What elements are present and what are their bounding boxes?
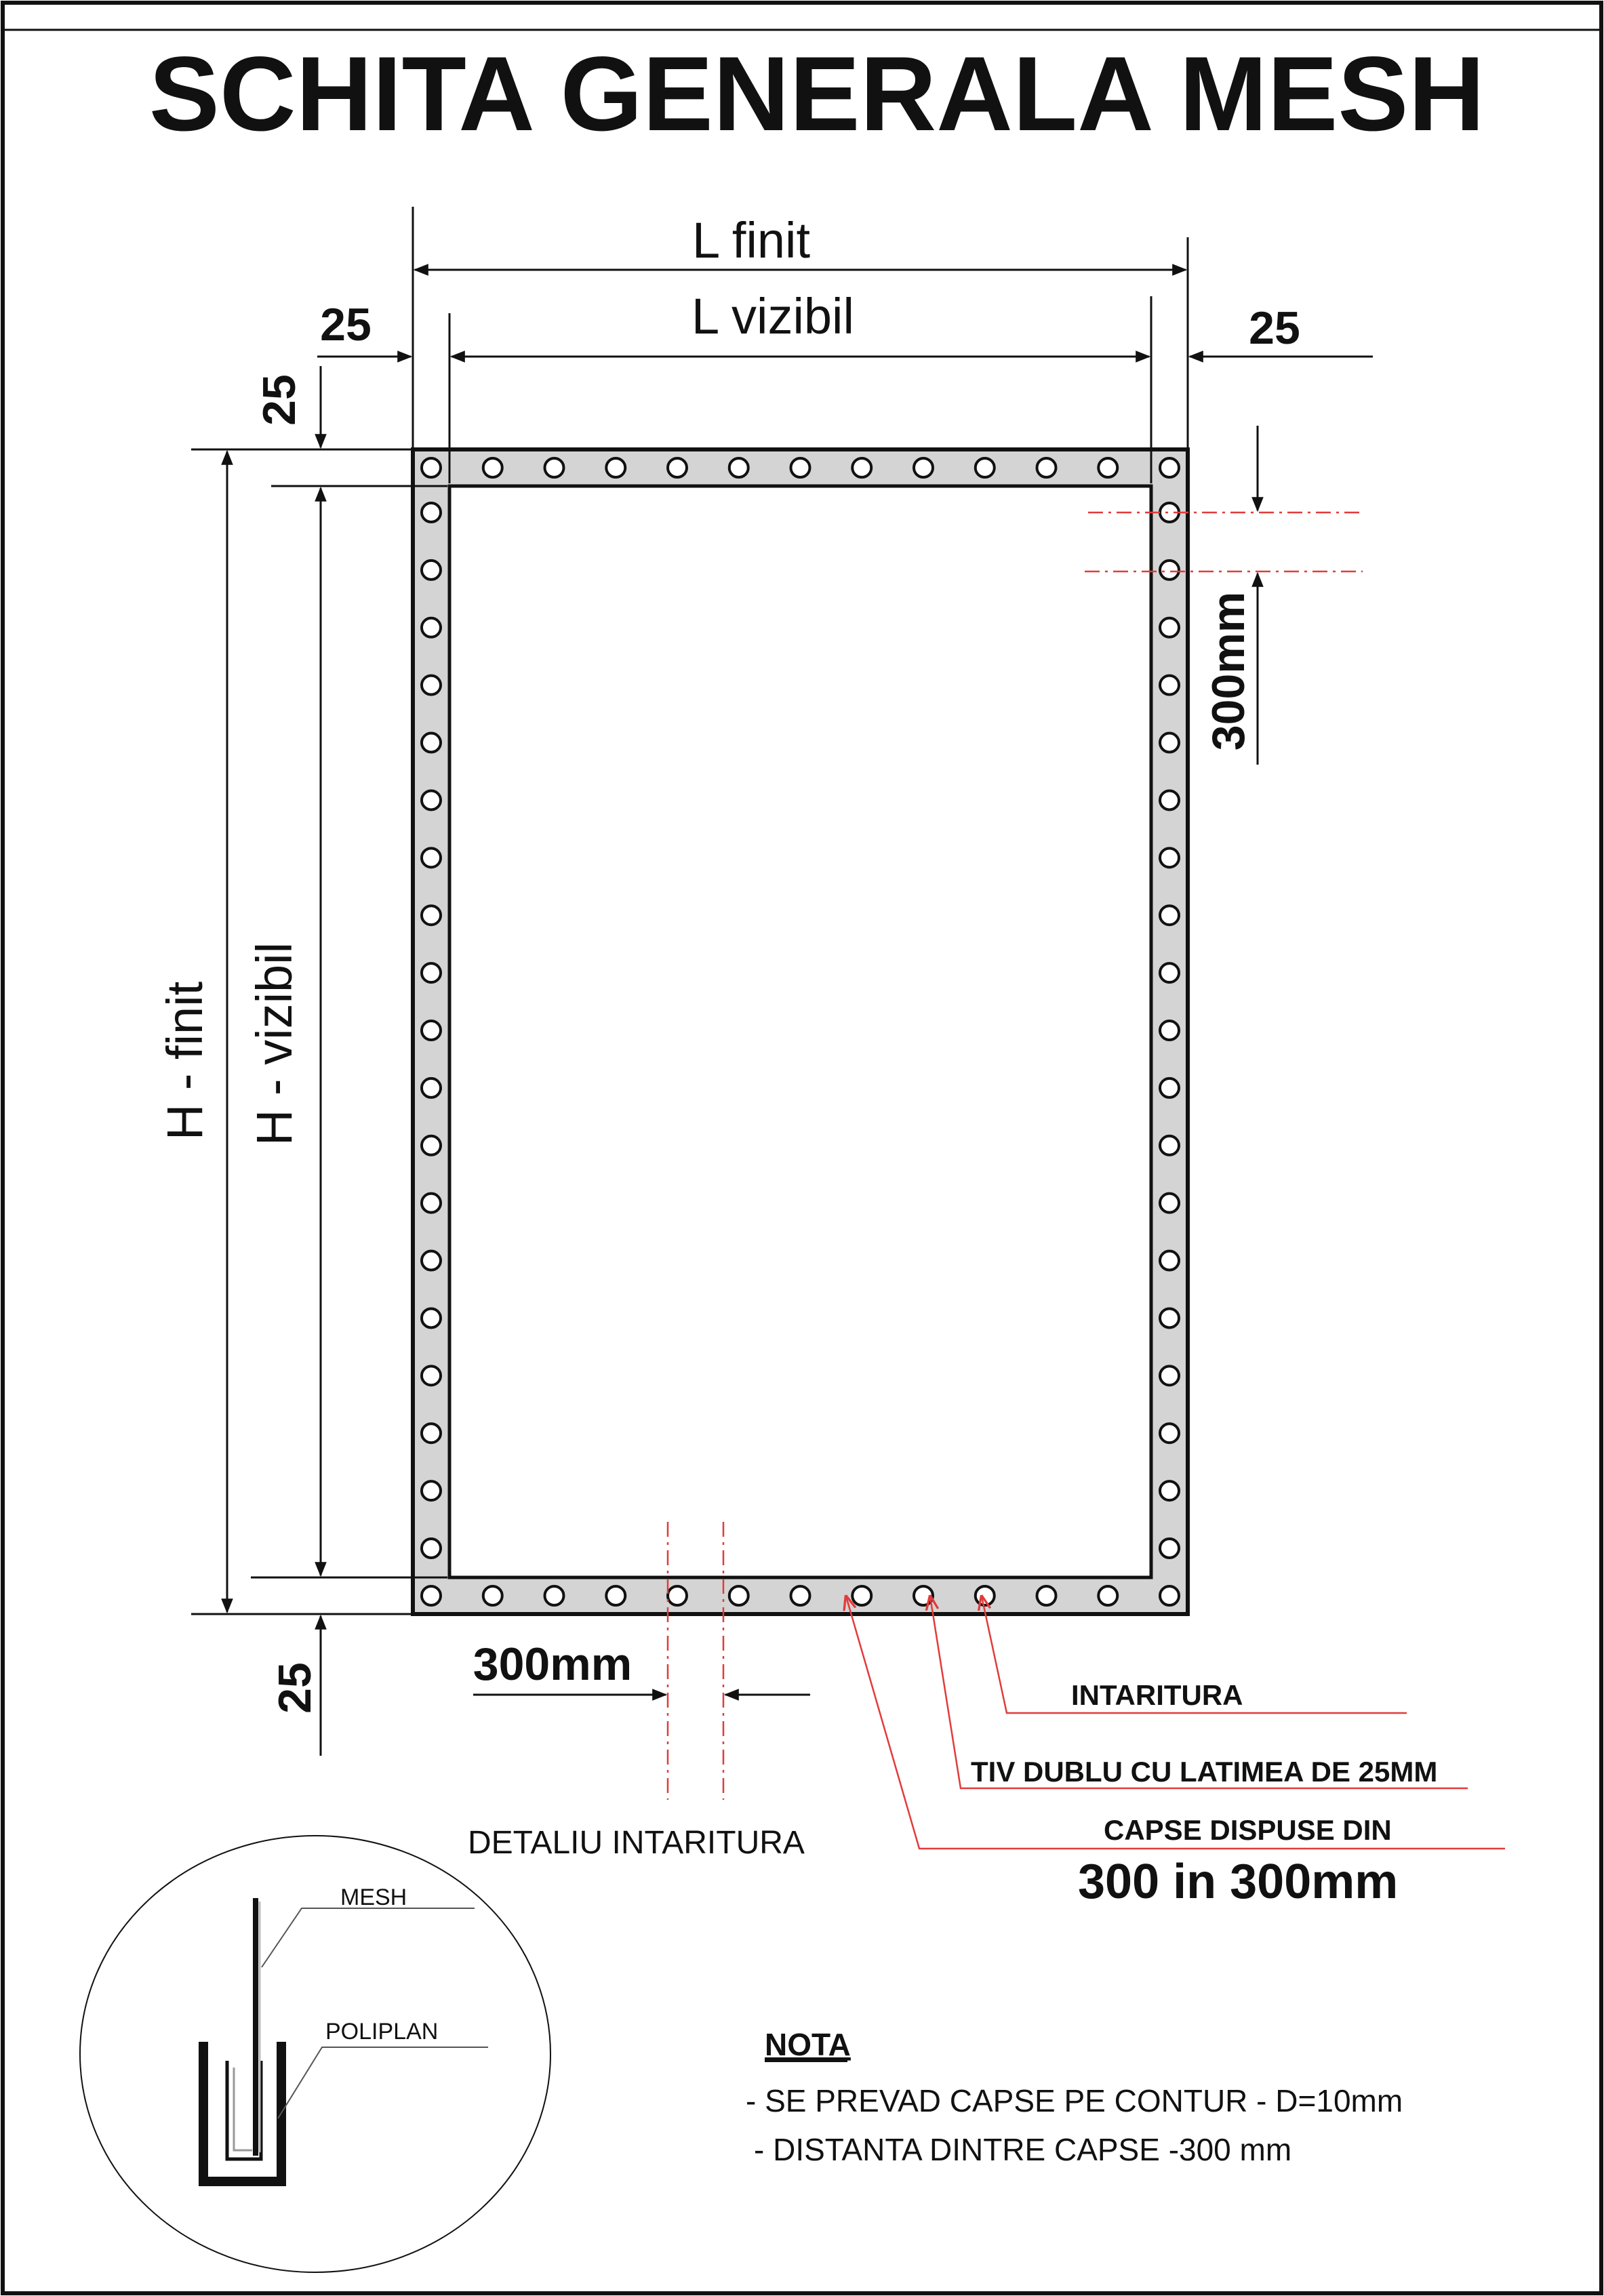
grommet (422, 1251, 441, 1270)
visible-area (449, 486, 1151, 1577)
grommet (422, 963, 441, 982)
grommet (606, 458, 625, 477)
grommet (422, 1308, 441, 1327)
grommet (1037, 1586, 1056, 1605)
grommet (1160, 1424, 1179, 1443)
grommet (422, 1586, 441, 1605)
grommet (1160, 1194, 1179, 1213)
grommet (1160, 1539, 1179, 1558)
detail-poliplan-label: POLIPLAN (325, 2019, 439, 2045)
grommet (1160, 733, 1179, 752)
intaritura-label: INTARITURA (1071, 1679, 1243, 1711)
grommet (1160, 458, 1179, 477)
grommet (1160, 1586, 1179, 1605)
grommet (1160, 1308, 1179, 1327)
grommet (422, 1194, 441, 1213)
grommet (1160, 1366, 1179, 1385)
grommet (422, 1079, 441, 1097)
margin-right-label: 25 (1249, 302, 1300, 354)
grommet (483, 1586, 502, 1605)
page-title: SCHITA GENERALA MESH (148, 35, 1485, 153)
grommet (422, 1021, 441, 1040)
grommet (729, 1586, 748, 1605)
grommet (545, 458, 564, 477)
l-vizibil-label: L vizibil (691, 288, 854, 344)
grommet (422, 1481, 441, 1500)
grommet (1160, 1251, 1179, 1270)
grommet (668, 458, 687, 477)
grommet (1160, 1079, 1179, 1097)
h-finit-label: H - finit (157, 981, 213, 1141)
grommet (422, 503, 441, 522)
detail-title: DETALIU INTARITURA (468, 1825, 805, 1861)
mesh-panel (413, 449, 1188, 1614)
callout-leaders (846, 1596, 1505, 1849)
grommet (1160, 848, 1179, 867)
grommet-spacing-right-label: 300mm (1203, 591, 1254, 751)
note-heading: NOTA (765, 2027, 851, 2062)
grommet (606, 1586, 625, 1605)
capse-label-line1: CAPSE DISPUSE DIN (1104, 1814, 1392, 1846)
grommet (1160, 561, 1179, 580)
grommet (422, 1424, 441, 1443)
grommet (852, 1586, 871, 1605)
l-finit-label: L finit (691, 212, 811, 268)
grommet (422, 790, 441, 809)
height-dimensions (191, 366, 447, 1756)
grommet (1160, 1481, 1179, 1500)
detail-circle (80, 1836, 550, 2272)
grommet (422, 676, 441, 695)
grommet (1160, 906, 1179, 925)
margin-left-label: 25 (320, 299, 372, 350)
grommet (483, 458, 502, 477)
grommet (1098, 1586, 1117, 1605)
grommet (791, 458, 810, 477)
grommet (852, 458, 871, 477)
note-line-2: - DISTANTA DINTRE CAPSE -300 mm (754, 2132, 1292, 2167)
grommet (914, 458, 933, 477)
grommet (791, 1586, 810, 1605)
grommet (1160, 790, 1179, 809)
grommet (976, 458, 995, 477)
grommet (1160, 618, 1179, 637)
grommet (422, 561, 441, 580)
grommet (422, 1366, 441, 1385)
margin-bottom-label: 25 (269, 1662, 321, 1714)
grommet (422, 906, 441, 925)
grommet (1098, 458, 1117, 477)
capse-leader (846, 1596, 1505, 1849)
grommet (1160, 1136, 1179, 1155)
detail-intaritura (80, 1836, 550, 2272)
detail-mesh-label: MESH (340, 1885, 407, 1910)
margin-top-label: 25 (254, 374, 305, 426)
grommet (422, 848, 441, 867)
grommet (1160, 1021, 1179, 1040)
h-vizibil-label: H - vizibil (246, 942, 302, 1146)
grommet (729, 458, 748, 477)
grommet (545, 1586, 564, 1605)
grommet (1037, 458, 1056, 477)
grommet (422, 1136, 441, 1155)
grommet (914, 1586, 933, 1605)
grommet (1160, 676, 1179, 695)
note-line-1: - SE PREVAD CAPSE PE CONTUR - D=10mm (746, 2083, 1403, 2118)
grommet (1160, 963, 1179, 982)
grommet-spacing-bottom-label: 300mm (473, 1638, 633, 1690)
tiv-label: TIV DUBLU CU LATIMEA DE 25MM (971, 1756, 1438, 1788)
grommet (422, 733, 441, 752)
width-dimensions (317, 207, 1373, 483)
capse-label-line2: 300 in 300mm (1078, 1855, 1399, 1909)
grommet (422, 1539, 441, 1558)
grommet (668, 1586, 687, 1605)
grommet (422, 458, 441, 477)
grommet (976, 1586, 995, 1605)
grommet (422, 618, 441, 637)
